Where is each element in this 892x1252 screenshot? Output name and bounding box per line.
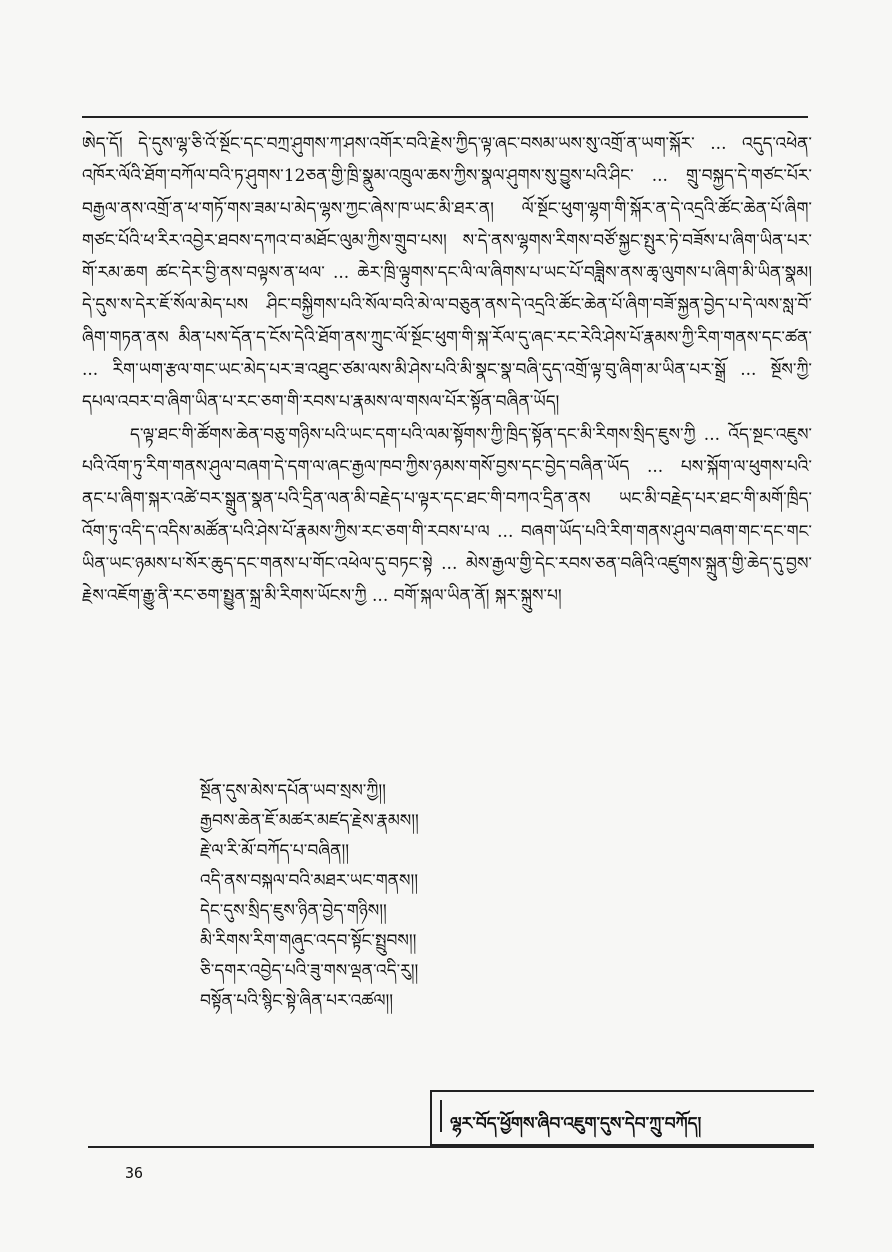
journal-title-box <box>430 1090 814 1146</box>
title-box-divider <box>440 1100 442 1132</box>
verse-line: ཅི་དགར་འབྱེད་པའི་ཟུ་གས་ལྡན་འདི་རུ།། <box>200 961 419 981</box>
verse-line: དེང་དུས་སྲིད་ཇུས་ཉིན་བྱེད་གཉིས།། <box>200 901 387 921</box>
verse-line: བསྟོན་པའི་སྙིང་སྟེ་ཞིན་པར་འཚལ།། <box>200 991 394 1011</box>
top-rule <box>82 116 808 118</box>
verse-block <box>200 776 620 1016</box>
verse-line: མི་རིགས་རིག་གཞུང་འདབ་སྟོང་སྤྲུབས།། <box>200 931 417 951</box>
verse-line: རྒྱབས་ཆེན་ཇོ་མཚར་མཛད་རྗེས་རྣམས།། <box>200 811 419 831</box>
body-text <box>82 128 812 612</box>
journal-title: ལྷར་བོད་ཕྱོགས་ཞིབ་འཇུག་དུས་དེབ་ཀྲུ་བཀོད། <box>450 1114 702 1134</box>
paragraph-1: ཨེད་དོ། དེ་དུས་ལྷ་ཅི་འོ་སྔོང་དང་བཀྲ་ཤུགས་ཀ་ཤས་འགོར་བའི་རྗེས་ཀྱིད་ལྟ་ཞང་བསམ་ཡས་སུ་འགྲོ་ན་ཡག་སྐོར་ ... འདུད་འཕེན་འཁོར་ལོའི་ཐོག་བཀོལ་བའི་ཏ་ཤུགས་12ཅན་གྱི་ཁྲི་སྣུམ་འཁྲུལ་ཆས་ཀྱིས་སྣལ་ཤུགས་སུ་བྱུས་པའི་ཤིང་ ... གྲུ་བསྐྱད་དེ་གཙང་པོར་བརྒྱལ་ནས་འགྲོ་ན་ཕ་གཏོ་གས་ཟམ་པ་མེད་ལྷས་ཀྱང་ཞེས་ཁ་ཡང་མི་ཐར་ན། ལོ་སྔོང་ཕུག་ལྷག་གི་སྐོར་ན་དེ་འདྲའི་ཚོང་ཆེན་པོ་ཞིག་གཙང་པོའི་ཕ་རིར་འབྱེར་ཐབས་དཀའ་བ་མཐོང་ལུམ་ཀྱིས་གྲུབ་པས། ས་དེ་ནས་ལྷགས་རིགས་བཙོ་སྐྱང་སྤུར་ཏེ་བཟོས་པ་ཞིག་ཡིན་པར་གོ་རམ་ཆག ཚང་དེར་བྱི་ནས་བལྟས་ན་ཕལ་ ... ཆེར་ཁྲི་ལྟུགས་དང་ལི་ལ་ཞིགས་པ་ཡང་པོ་བཟླིས་ནས་ཆྭ་ལུགས་པ་ཞིག་མི་ཡིན་སྣམ། དེ་དུས་ས་དེར་ཇོ་སོལ་མེད་པས ཤིང་བསྐྱིགས་པའི་སོལ་བའི་མེ་ལ་བཅུན་ནས་དེ་འདྲའི་ཚོང་ཆེན་པོ་ཞིག་བཟོ་སྐྱན་བྱེད་པ་དེ་ལས་སླ་བོ་ཞིག་གཏན་ནས མིན་པས་དོན་ད་ངོས་དེའི་ཐོག་ནས་ཀྲུང་ལོ་སྔོང་ཕུག་གི་སྐ་རོལ་དུ་ཞང་རང་རེའི་ཤེས་པོ་རྣམས་ཀྱི་རིག་གནས་དང་ཚན་ ... རིག་ཡག་རྩལ་གང་ཡང་མེད་པར་ཟ་འཐུང་ཙམ་ལས་མི་ཤེས་པའི་མི་སྣང་སྣ་བཞི་དུད་འགྲོ་ལྟ་བུ་ཞིག་མ་ཡིན་པར་སྒྲོ ... སྔོས་ཀྱི་དཔལ་འབར་བ་ཞིག་ཡིན་པ་རང་ཅག་གི་རབས་པ་རྣམས་ལ་གསལ་པོར་སྟོན་བཞིན་ཡོད། <box>82 134 812 413</box>
paragraph-2: ད་ལྟ་ཐང་གི་ཚོགས་ཆེན་བཅུ་གཉིས་པའི་ཡང་དག་པའི་ལམ་སྟོགས་ཀྱི་ཁྲིད་སྟོན་དང་མི་རིགས་སྲིད་ཇུས་ཀྱི ... འོད་སྔང་འཇུས་པའི་འོག་ཏུ་རིག་གནས་ཤུལ་བཞག་དེ་དག་ལ་ཞང་རྒྱལ་ཁབ་ཀྱིས་ཉམས་གསོ་བྱས་དང་བྱེད་བཞིན་ཡོད ... པས་སྐོག་ལ་ཕུགས་པའི་ནང་པ་ཞིག་སྐར་འཚེ་བར་སྒྲུན་སྣན་པའི་དྲིན་ལན་མི་བརྗེད་པ་ལྟར་དང་ཐང་གི་བཀའ་དྲིན་ནས ཡང་མི་བརྗེད་པར་ཐང་གི་མགོ་ཁྲིད་འོག་ཏུ་འདི་ད་འདིས་མཚོན་པའི་ཤེས་པོ་རྣམས་ཀྱིས་རང་ཅག་གི་རབས་པ་ལ ... བཞག་ཡོད་པའི་རིག་གནས་ཤུལ་བཞག་གང་དང་གང་ཡིན་ཡང་ཉམས་པ་སོར་ཆུད་དང་གནས་པ་གོང་འཕེལ་དུ་བཏང་སྟེ ... མེས་རྒྱལ་གྱི་དེང་རབས་ཅན་བཞིའི་འཛུགས་སྐྲུན་གྱི་ཆེད་དུ་བྱས་རྗེས་འཇོག་རྒྱུ་ནི་རང་ཅག་སྤྱུན་སྐྲ་མི་རིགས་ཡོངས་ཀྱི ... བགོ་སྐལ་ཡིན་ནོ། སྐར་སྐྲུས་པ། <box>82 424 812 607</box>
verse-line: རྗེ་ལ་རི་མོ་བཀོད་པ་བཞིན།། <box>200 841 350 861</box>
bottom-rule <box>88 1146 814 1148</box>
page-number: 36 <box>125 1164 144 1182</box>
verse-line: འདི་ནས་བསྐལ་བའི་མཐར་ཡང་གནས།། <box>200 871 419 891</box>
verse-line: སྔོན་དུས་མེས་དཔོན་ཡབ་སྲས་ཀྱི།། <box>200 781 386 801</box>
